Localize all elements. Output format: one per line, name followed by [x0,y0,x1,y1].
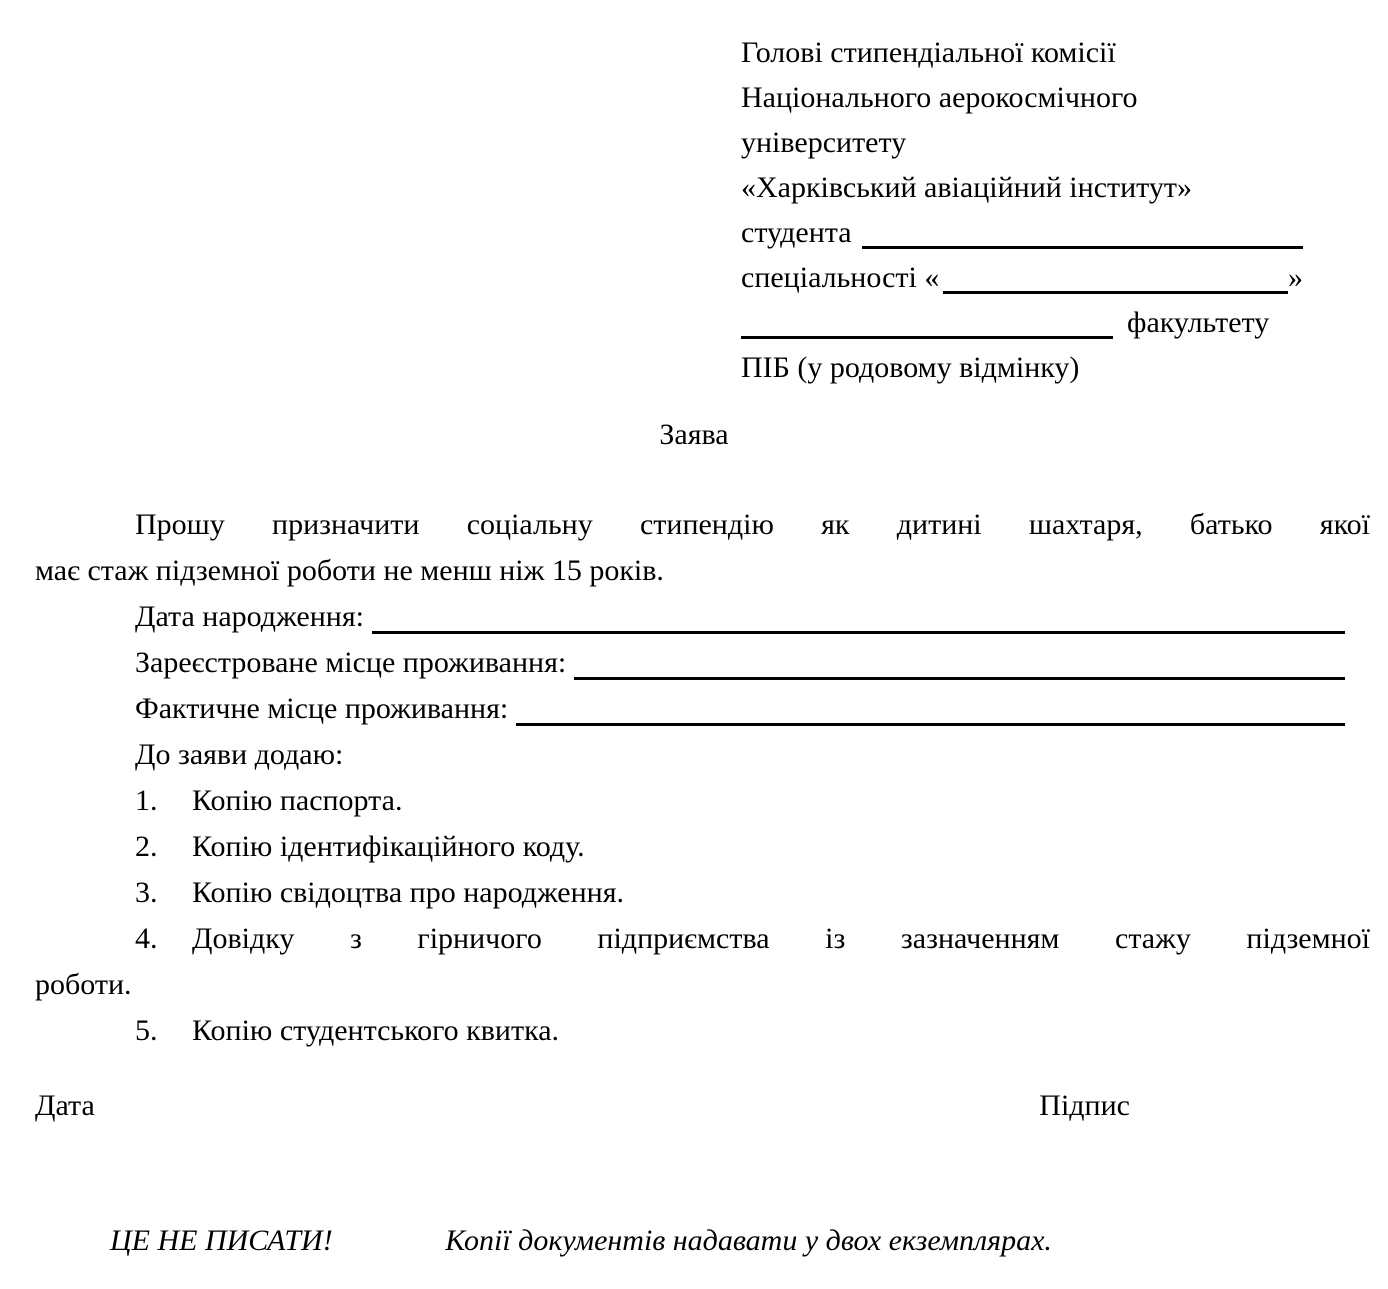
request-text-line-2: має стаж підземної роботи не менш ніж 15 років. [35,554,664,587]
specialty-blank [943,255,1288,294]
faculty-label: факультету [1127,306,1270,339]
attachment-item-3 [35,870,1370,916]
attachment-item-1-text: Копію паспорта. [192,784,403,817]
attachment-item-5-text: Копію студентського квитка. [192,1014,560,1047]
copies-note: Копії документів надавати у двох екземплярах. [445,1224,1052,1257]
registered-address-line [35,640,1370,686]
birth-date-label: Дата народження: [135,600,364,633]
specialty-close-quote: » [1288,261,1303,294]
attachment-item-5-number: 5. [135,1014,158,1047]
date-label: Дата [35,1089,95,1122]
attachment-item-2-text: Копію ідентифікаційного коду. [192,830,585,863]
addressee-line-1: Голові стипендіальної комісії [741,36,1116,69]
signature-row [35,1083,1130,1128]
student-label: студента [741,216,852,249]
attachment-item-3-number: 3. [135,876,158,909]
registered-address-label: Зареєстроване місце проживання: [135,646,567,679]
document-title: Заява [659,418,729,451]
student-name-line [741,210,1303,255]
attachment-item-4-line-1 [35,916,1370,962]
birth-date-line [35,594,1370,640]
attachment-item-4-text-line-1: Довідку з гірничого підприємства із зазначенням стажу підземної [192,922,1370,955]
specialty-label: спеціальності « [741,261,940,294]
actual-address-blank [516,686,1345,726]
faculty-blank [741,300,1113,339]
attachment-item-2 [35,824,1370,870]
specialty-line [741,255,1303,300]
addressee-line-2: Національного аерокосмічного [741,81,1138,114]
footer-note [110,1218,1052,1263]
do-not-write-warning: ЦЕ НЕ ПИСАТИ! [110,1224,333,1257]
attachment-item-5 [35,1008,1370,1054]
addressee-block [741,30,1303,390]
faculty-line [741,300,1303,345]
attachment-item-2-number: 2. [135,830,158,863]
addressee-line-3: університету [741,126,907,159]
document-body [35,502,1370,1054]
request-text-line-1: Прошу призначити соціальну стипендію як дитині шахтаря, батько якої [135,508,1370,541]
birth-date-blank [372,594,1345,634]
registered-address-blank [574,640,1345,680]
actual-address-label: Фактичне місце проживання: [135,692,509,725]
attachment-item-1 [35,778,1370,824]
student-name-blank [862,210,1303,249]
attachment-item-3-text: Копію свідоцтва про народження. [192,876,625,909]
attachment-item-1-number: 1. [135,784,158,817]
actual-address-line [35,686,1370,732]
attachments-intro: До заяви додаю: [135,738,344,771]
signature-label: Підпис [1039,1089,1130,1122]
attachment-item-4-line-2: роботи. [35,968,132,1001]
name-hint: ПІБ (у родовому відмінку) [741,351,1080,384]
addressee-line-4: «Харківський авіаційний інститут» [741,171,1192,204]
attachment-item-4-number: 4. [135,922,158,955]
